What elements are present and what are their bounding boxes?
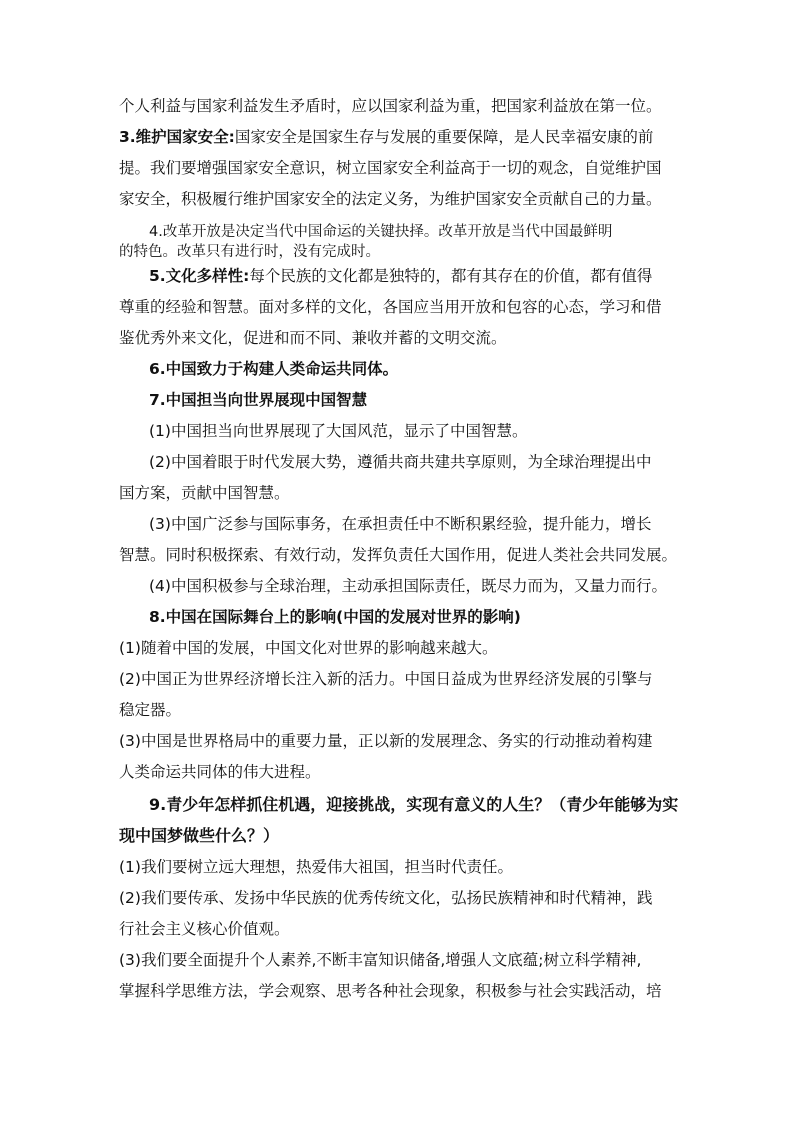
text-line: (1)随着中国的发展，中国文化对世界的影响越来越大。 <box>119 639 498 657</box>
text-line: 提。我们要增强国家安全意识，树立国家安全利益高于一切的观念，自觉维护国 <box>119 159 662 177</box>
text-line: (2)中国着眼于时代发展大势，遵循共商共建共享原则，为全球治理提出中 <box>149 453 652 471</box>
text-line: 3.维护国家安全:国家安全是国家生存与发展的重要保障，是人民幸福安康的前 <box>119 128 654 146</box>
text-line: (1)我们要树立远大理想，热爱伟大祖国，担当时代责任。 <box>119 858 513 876</box>
text-line: 4.改革开放是决定当代中国命运的关键抉择。改革开放是当代中国最鲜明 <box>149 224 613 240</box>
text-line: (3)中国广泛参与国际事务，在承担责任中不断积累经验，提升能力，增长 <box>149 515 652 533</box>
text-line: 智慧。同时积极探索、有效行动，发挥负责任大国作用，促进人类社会共同发展。 <box>119 546 678 564</box>
text-line: 人类命运共同体的伟大进程。 <box>119 763 321 781</box>
text-line: (3)我们要全面提升个人素养,不断丰富知识储备,增强人文底蕴;树立科学精神, <box>119 951 642 969</box>
text-line: (3)中国是世界格局中的重要力量，正以新的发展理念、务实的行动推动着构建 <box>119 732 653 750</box>
text-line: 尊重的经验和智慧。面对多样的文化，各国应当用开放和包容的心态，学习和借 <box>119 298 662 316</box>
text-line: 掌握科学思维方法，学会观察、思考各种社会现象，积极参与社会实践活动，培 <box>119 982 662 1000</box>
text-line: 家安全，积极履行维护国家安全的法定义务，为维护国家安全贡献自己的力量。 <box>119 190 662 208</box>
section-heading: 现中国梦做些什么？） <box>119 826 280 845</box>
heading-inline: 5.文化多样性: <box>149 267 250 285</box>
text-line: 的特色。改革只有进行时，没有完成时。 <box>119 244 380 260</box>
text-line: (2)中国正为世界经济增长注入新的活力。中国日益成为世界经济发展的引擎与 <box>119 670 653 688</box>
heading-inline: 3.维护国家安全: <box>119 128 235 146</box>
text-line: 行社会主义核心价值观。 <box>119 920 290 938</box>
section-heading: 6.中国致力于构建人类命运共同体。 <box>149 360 399 378</box>
section-heading: 7.中国担当向世界展现中国智慧 <box>149 391 368 409</box>
text-line: 5.文化多样性:每个民族的文化都是独特的，都有其存在的价值，都有值得 <box>149 267 653 285</box>
section-heading: 9.青少年怎样抓住机遇，迎接挑战，实现有意义的人生？（青少年能够为实 <box>149 795 679 814</box>
text-line: 稳定器。 <box>119 701 182 719</box>
text-line: (1)中国担当向世界展现了大国风范，显示了中国智慧。 <box>149 422 528 440</box>
text-line: 鉴优秀外来文化，促进和而不同、兼收并蓄的文明交流。 <box>119 329 507 347</box>
text-line: (2)我们要传承、发扬中华民族的优秀传统文化，弘扬民族精神和时代精神，践 <box>119 889 653 907</box>
text-line: (4)中国积极参与全球治理，主动承担国际责任，既尽力而为，又量力而行。 <box>149 577 667 595</box>
text-line: 国方案，贡献中国智慧。 <box>119 484 290 502</box>
section-heading: 8.中国在国际舞台上的影响(中国的发展对世界的影响) <box>149 608 521 626</box>
text-line: 个人利益与国家利益发生矛盾时，应以国家利益为重，把国家利益放在第一位。 <box>119 97 662 115</box>
